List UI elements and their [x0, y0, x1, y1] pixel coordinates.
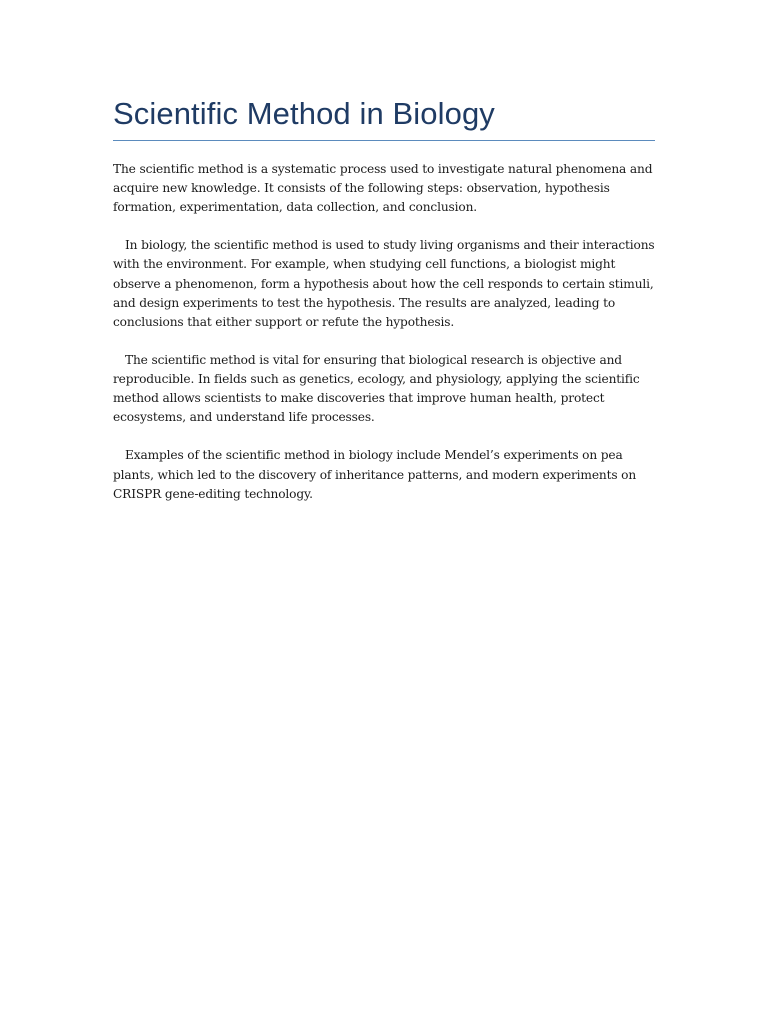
paragraph-examples: Examples of the scientific method in biology include Mendel’s experiments on pea plants, which led to the discovery of inheritance patterns, and modern experiments on CRISPR gene-editing technology.	[113, 448, 637, 501]
title-underline-divider	[113, 140, 655, 141]
document-body	[113, 94, 655, 523]
paragraph-biology-usage: In biology, the scientific method is used to study living organisms and their interactions with the environment. For example, when studying cell functions, a biologist might observe a phenomenon, form a hypothesis about how the cell responds to certain stimuli, and design experiments to test the hypothesis. The results are analyzed, leading to conclusions that either support or refute the hypothesis.	[113, 238, 655, 329]
paragraph-intro: The scientific method is a systematic process used to investigate natural phenomena and acquire new knowledge. It consists of the following steps: observation, hypothesis formation, experimentation, data collection, and conclusion.	[113, 162, 653, 215]
paragraph-importance: The scientific method is vital for ensuring that biological research is objective and reproducible. In fields such as genetics, ecology, and physiology, applying the scientific method allows scientists to make discoveries that improve human health, protect ecosystems, and understand life processes.	[113, 352, 640, 425]
page-title: Scientific Method in Biology	[113, 96, 495, 131]
